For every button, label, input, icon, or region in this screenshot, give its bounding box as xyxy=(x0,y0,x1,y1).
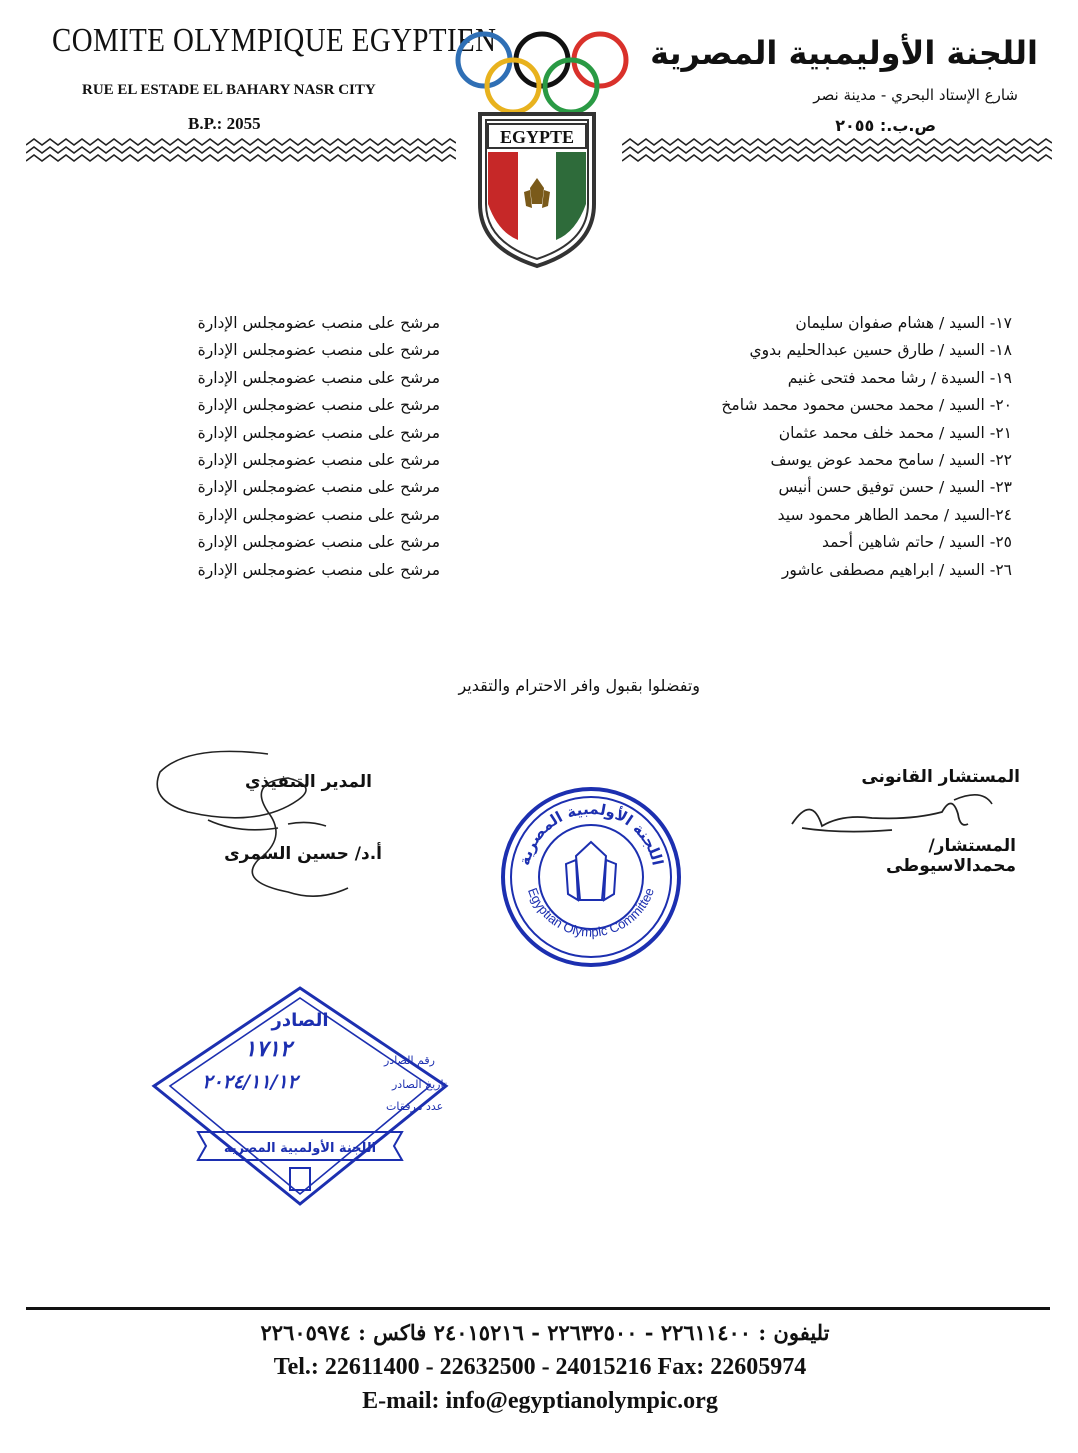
french-org-title: COMITE OLYMPIQUE EGYPTIEN xyxy=(52,22,497,59)
seal-english-ring-text: Egyptian Olympic Committee xyxy=(524,885,658,940)
legal-advisor-name: المستشار/محمدالاسيوطى xyxy=(885,836,1016,876)
stamp-issue-number: ١٧١٢ xyxy=(244,1036,292,1062)
closing-salutation: وتفضلوا بقبول وافر الاحترام والتقدير xyxy=(458,676,700,695)
seal-arabic-ring-text: اللجنة الأولمبية المصرية xyxy=(515,799,667,868)
nominee-name: ١٩- السيدة / رشا محمد فتحى غنيم xyxy=(787,368,1012,387)
official-round-seal xyxy=(496,782,686,972)
nominee-name: ٢٤-السيد / محمد الطاهر محمود سيد xyxy=(777,505,1012,524)
nominee-role: مرشح على منصب عضومجلس الإدارة xyxy=(197,341,440,360)
nominee-role: مرشح على منصب عضومجلس الإدارة xyxy=(197,368,440,387)
footer-rule xyxy=(26,1307,1050,1310)
olympic-rings-icon xyxy=(452,28,632,118)
stamp-small-emblem-icon xyxy=(290,1168,310,1190)
stamp-attachments-label: عدد مرفقات xyxy=(386,1100,444,1113)
footer-phones-arabic: تليفون : ٢٢٦١١٤٠٠ - ٢٢٦٣٢٥٠٠ - ٢٤٠١٥٢١٦ فاكس : ٢٢٦٠٥٩٧٤ xyxy=(260,1320,830,1345)
stamp-heading: الصادر xyxy=(271,1010,329,1031)
nominee-name: ١٧- السيد / هشام صفوان سليمان xyxy=(795,314,1012,332)
arabic-po-box: ص.ب.: ٢٠٥٥ xyxy=(835,116,936,135)
legal-advisor-title: المستشار القانونى xyxy=(861,767,1020,787)
left-zigzag-divider xyxy=(26,138,456,164)
nominee-name: ٢٠- السيد / محمد محسن محمود محمد شامخ xyxy=(721,396,1012,415)
nominee-role-list xyxy=(120,310,440,584)
nominee-role: مرشح على منصب عضومجلس الإدارة xyxy=(197,314,440,332)
stamp-number-label: رقم الصادر xyxy=(384,1054,435,1067)
french-address: RUE EL ESTADE EL BAHARY NASR CITY xyxy=(82,82,376,98)
executive-signature xyxy=(148,742,368,912)
executive-director-title: المدير التنفيذي xyxy=(245,772,372,792)
nominee-name: ٢٣- السيد / حسن توفيق حسن أنيس xyxy=(778,478,1012,497)
legal-advisor-signature xyxy=(782,784,1002,844)
arabic-org-title: اللجنة الأوليمبية المصرية xyxy=(650,34,1038,72)
nominee-name: ٢٢- السيد / سامح محمد عوض يوسف xyxy=(770,450,1012,469)
nominee-role: مرشح على منصب عضومجلس الإدارة xyxy=(197,423,440,442)
nominee-name: ٢٥- السيد / حاتم شاهين أحمد xyxy=(821,533,1012,552)
executive-director-name: أ.د/ حسين السمرى xyxy=(224,844,382,864)
egypt-shield-logo xyxy=(472,108,602,270)
nominee-role: مرشح على منصب عضومجلس الإدارة xyxy=(197,533,440,552)
nominee-name: ٢١- السيد / محمد خلف محمد عثمان xyxy=(778,423,1012,442)
issue-register-stamp xyxy=(150,982,450,1212)
shield-label: EGYPTE xyxy=(499,127,575,147)
seal-eagle-icon xyxy=(566,842,616,900)
stamp-banner-text: اللجنة الأولمبية المصرية xyxy=(223,1141,377,1156)
footer-phones-english: Tel.: 22611400 - 22632500 - 24015216 Fax: 22605974 xyxy=(273,1354,807,1380)
arabic-address: شارع الإستاد البحري - مدينة نصر xyxy=(813,86,1018,104)
nominee-role: مرشح على منصب عضومجلس الإدارة xyxy=(197,450,440,469)
french-po-box: B.P.: 2055 xyxy=(188,114,261,133)
stamp-issue-date: ٢٠٢٤/١١/١٢ xyxy=(202,1071,298,1093)
stamp-date-label: تاريخ الصادر xyxy=(392,1078,447,1091)
nominee-role: مرشح على منصب عضومجلس الإدارة xyxy=(197,478,440,497)
nominee-role: مرشح على منصب عضومجلس الإدارة xyxy=(197,505,440,524)
right-zigzag-divider xyxy=(622,138,1052,164)
nominee-role: مرشح على منصب عضومجلس الإدارة xyxy=(197,396,440,415)
nominee-name: ٢٦- السيد / ابراهيم مصطفى عاشور xyxy=(781,560,1012,579)
footer-email: E-mail: info@egyptianolympic.org xyxy=(362,1388,718,1414)
nominee-name-list xyxy=(592,310,1012,584)
nominee-role: مرشح على منصب عضومجلس الإدارة xyxy=(197,560,440,579)
nominee-name: ١٨- السيد / طارق حسين عبدالحليم بدوي xyxy=(749,341,1012,360)
